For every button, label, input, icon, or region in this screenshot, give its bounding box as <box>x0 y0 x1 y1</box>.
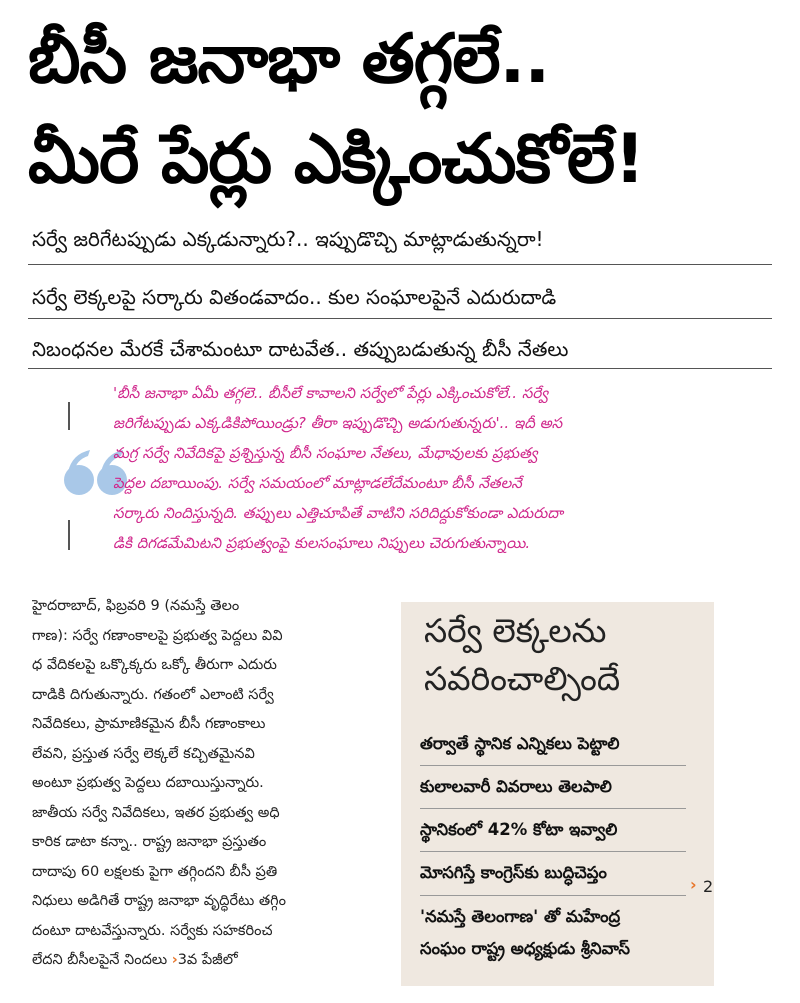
body-line: దంటూ దాటవేస్తున్నారు. సర్వేకు సహకరించ <box>32 922 273 939</box>
divider <box>420 851 686 852</box>
headline-line-1: బీసీ జనాభా తగ్గలే.. <box>28 20 550 99</box>
continued-arrow-icon: › <box>171 952 178 968</box>
pull-quote-line: జరిగేటప్పుడు ఎక్కడికిపోయిండ్రు? తీరా ఇప్పుడొచ్చి అడుగుతున్నరు'.. ఇదీ అస <box>113 414 563 432</box>
quote-divider-top <box>68 402 70 430</box>
quote-divider-bottom <box>68 520 70 550</box>
pull-quote <box>113 378 753 558</box>
body-line: లేవని, ప్రస్తుత సర్వే లెక్కలే కచ్చితమైనవి <box>32 745 255 762</box>
body-line: నివేదికలు, ప్రామాణికమైన బీసీ గణాంకాలు <box>32 716 266 732</box>
sidebar-point: కులాలవారీ వివరాలు తెలపాలి <box>420 777 612 796</box>
body-line: అంటూ ప్రభుత్వ పెద్దలు దబాయిస్తున్నారు. <box>32 775 264 791</box>
body-line: లేదని బీసీలపైనే నిందలు <box>32 952 168 968</box>
divider <box>28 318 772 319</box>
pull-quote-line: పెద్దల దబాయింపు. సర్వే సమయంలో మాట్లాడలేదేమంటూ బీసీ నేతలనే <box>113 474 522 492</box>
page-ref-number[interactable]: 2 <box>703 877 714 896</box>
divider <box>420 808 686 809</box>
sidebar-heading-line-2: సవరించాల్సిందే <box>424 659 621 698</box>
body-line: జాతీయ సర్వే నివేదికలు, ఇతర ప్రభుత్వ అధి <box>32 804 280 821</box>
body-line: హైదరాబాద్, ఫిబ్రవరి 9 (నమస్తే తెలం <box>32 598 240 614</box>
subheadline-3: నిబంధనల మేరకే చేశామంటూ దాటవేత.. తప్పుబడుతున్న బీసీ నేతలు <box>32 337 569 361</box>
continued-page-link[interactable]: 3వ పేజీలో <box>177 952 238 968</box>
subheadline-1: సర్వే జరిగేటప్పుడు ఎక్కడున్నారు?.. ఇప్పుడొచ్చి మాట్లాడుతున్నరా! <box>32 227 544 251</box>
body-last-line <box>32 946 384 976</box>
page-ref-arrow-icon: › <box>690 875 697 894</box>
body-line: కారిక డాటా కన్నా.. రాష్ట్ర జనాభా ప్రస్తుతం <box>32 834 267 850</box>
body-line: గాణ): సర్వే గణాంకాలపై ప్రభుత్వ పెద్దలు వివి <box>32 627 283 644</box>
pull-quote-line: మగ్ర సర్వే నివేదికపై ప్రశ్నిస్తున్న బీసీ సంఘాల నేతలు, మేధావులకు ప్రభుత్వ <box>113 444 538 462</box>
headline-line-2: మీరే పేర్లు ఎక్కించుకోలే! <box>28 120 645 199</box>
body-line: నిధులు అడిగితే రాష్ట్ర జనాభా వృద్ధిరేటు తగ్గిం <box>32 893 286 909</box>
sidebar-point: స్థానికంలో 42% కోటా ఇవ్వాలి <box>420 820 618 839</box>
sidebar-heading-line-1: సర్వే లెక్కలను <box>424 611 607 650</box>
body-line: ధ వేదికలపై ఒక్కొక్కరు ఒక్కో తీరుగా ఎదురు <box>32 657 277 673</box>
sidebar-credit-line-1: 'నమస్తే తెలంగాణ' తో మహేంద్ర <box>420 907 621 926</box>
divider <box>420 895 686 896</box>
divider <box>28 368 772 369</box>
pull-quote-line: 'బీసీ జనాభా ఏమీ తగ్గలె.. బీసీలే కావాలని సర్వేలో పేర్లు ఎక్కించుకోలే.. సర్వే <box>113 384 549 402</box>
sidebar-credit-line-2: సంఘం రాష్ట్ర అధ్యక్షుడు శ్రీనివాస్ <box>420 939 630 958</box>
sidebar-point: మోసగిస్తే కాంగ్రెస్‌కు బుద్ధిచెప్తం <box>420 863 607 882</box>
article-body <box>32 592 384 976</box>
subheadline-2: సర్వే లెక్కలపై సర్కారు వితండవాదం.. కుల సంఘాలపైనే ఎదురుదాడి <box>32 285 557 309</box>
body-line: దాదాపు 60 లక్షలకు పైగా తగ్గిందని బీసీ ప్రతి <box>32 863 278 880</box>
body-line: దాడికి దిగుతున్నారు. గతంలో ఎలాంటి సర్వే <box>32 686 274 703</box>
divider <box>28 264 772 265</box>
pull-quote-line: సర్కారు నిందిస్తున్నది. తప్పులు ఎత్తిచూపితే వాటిని సరిదిద్దుకోకుండా ఎదురుదా <box>113 504 563 522</box>
sidebar-point: తర్వాతే స్థానిక ఎన్నికలు పెట్టాలి <box>420 734 620 753</box>
divider <box>420 765 686 766</box>
pull-quote-line: డికి దిగడమేమిటని ప్రభుత్వంపై కులసంఘాలు నిప్పులు చెరుగుతున్నాయి. <box>113 534 531 552</box>
